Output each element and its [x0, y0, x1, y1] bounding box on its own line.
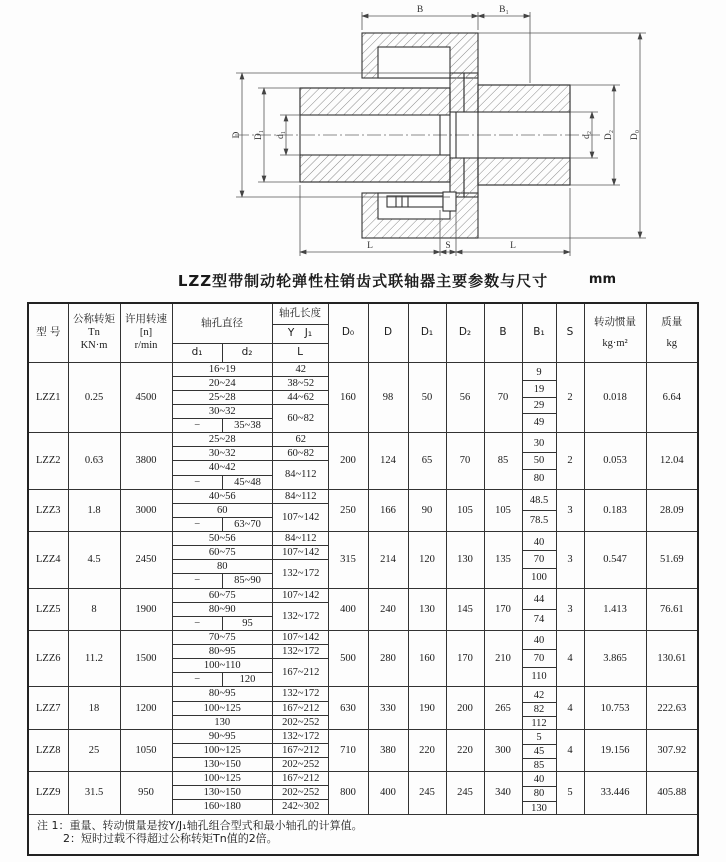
bore-length-cell: 107~142 — [273, 589, 329, 603]
speed-cell: 1500 — [120, 630, 172, 687]
d0-cell: 800 — [328, 772, 368, 814]
bore-grid-cell — [172, 489, 328, 531]
title-row — [0, 270, 726, 296]
b1-value: 74 — [523, 609, 556, 629]
bore-diameter-cell: 30~32 — [173, 404, 273, 418]
col-header-l: L — [272, 343, 328, 362]
bore-diameter-cell: 80~95 — [173, 687, 273, 701]
b1-value: 50 — [523, 452, 556, 470]
b1-value: 82 — [523, 702, 556, 716]
b1-stack-cell — [522, 532, 556, 589]
b1-value: 5 — [536, 731, 542, 743]
bore-length-cell: 167~212 — [273, 772, 329, 786]
bore-length-cell: 38~52 — [273, 376, 329, 390]
bore-diameter-cell: 100~125 — [173, 743, 273, 757]
speed-cell: 1900 — [120, 588, 172, 630]
b1-stack-cell — [522, 772, 556, 814]
b1-value: 44 — [533, 593, 545, 605]
bore-d2-cell: 120 — [223, 673, 273, 687]
table-row — [28, 532, 698, 589]
bore-grid-cell — [172, 687, 328, 729]
bore-length-cell: 60~82 — [287, 412, 315, 424]
b1-stack-cell — [522, 433, 556, 490]
s-cell: 4 — [556, 729, 584, 771]
col-header-yj1: Y J₁ — [272, 324, 328, 343]
b1-value: 112 — [523, 716, 556, 730]
table-row — [28, 489, 698, 531]
bore-diameter-cell: 60~75 — [173, 589, 273, 603]
d-cell: 400 — [368, 772, 408, 814]
d0-cell: 710 — [328, 729, 368, 771]
bore-d1-cell: − — [173, 517, 223, 531]
model-cell: LZZ5 — [28, 588, 68, 630]
inertia-cell: 19.156 — [584, 729, 646, 771]
bore-grid-cell — [172, 772, 328, 814]
col-header-d: D — [368, 303, 408, 362]
speed-cell: 2450 — [120, 532, 172, 589]
mass-cell: 51.69 — [646, 532, 698, 589]
d2-cell: 245 — [446, 772, 484, 814]
bore-d1-cell: − — [173, 616, 223, 630]
torque-cell: 18 — [68, 687, 120, 729]
bore-d1-cell: − — [173, 574, 223, 588]
table-row — [28, 433, 698, 490]
bore-length-cell: 132~172 — [273, 730, 329, 744]
b1-value: 49 — [523, 413, 556, 430]
d1-cell: 90 — [408, 489, 446, 531]
b1-value: 100 — [523, 568, 556, 586]
col-header-inertia — [584, 303, 646, 362]
b-cell: 170 — [484, 588, 522, 630]
torque-cell: 4.5 — [68, 532, 120, 589]
speed-cell: 1200 — [120, 687, 172, 729]
col-header-bore-diameter: 轴孔直径 — [172, 303, 272, 343]
d1-cell: 50 — [408, 362, 446, 433]
b-cell: 85 — [484, 433, 522, 490]
notes-cell — [28, 814, 698, 855]
bore-length-cell: 84~112 — [284, 469, 317, 481]
col-header-torque — [68, 303, 120, 362]
col-header-speed — [120, 303, 172, 362]
d-cell: 214 — [368, 532, 408, 589]
bore-d2-cell: 85~90 — [223, 574, 273, 588]
mass-cell: 307.92 — [646, 729, 698, 771]
dim-label-d: D — [232, 131, 242, 139]
bore-diameter-cell: 40~56 — [173, 490, 273, 504]
col-header-model: 型 号 — [28, 303, 68, 362]
speed-cell: 3800 — [120, 433, 172, 490]
bore-length-cell: 242~302 — [282, 801, 320, 813]
bore-length-cell: 167~212 — [273, 701, 329, 715]
bore-length-cell: 107~142 — [273, 631, 329, 645]
d2-cell: 105 — [446, 489, 484, 531]
dim-label-l-left: L — [367, 241, 373, 251]
bore-diameter-cell: 30~32 — [173, 447, 273, 461]
inertia-cell: 0.018 — [584, 362, 646, 433]
b-cell: 105 — [484, 489, 522, 531]
s-cell: 3 — [556, 532, 584, 589]
d1-cell: 220 — [408, 729, 446, 771]
bore-grid-cell — [172, 362, 328, 433]
page-title: LZZ型带制动轮弹性柱销齿式联轴器主要参数与尺寸 — [177, 272, 549, 290]
col-header-s: S — [556, 303, 584, 362]
dim-label-d1-outer: D₁ — [254, 129, 264, 141]
s-cell: 3 — [556, 588, 584, 630]
b1-stack-cell — [522, 362, 556, 433]
inertia-cell: 0.183 — [584, 489, 646, 531]
d1-cell: 120 — [408, 532, 446, 589]
bore-diameter-cell: 80~95 — [173, 645, 273, 659]
torque-cell: 0.25 — [68, 362, 120, 433]
d-cell: 330 — [368, 687, 408, 729]
b1-value: 80 — [523, 786, 556, 800]
speed-header-line1: 许用转速 — [125, 313, 167, 326]
d1-cell: 190 — [408, 687, 446, 729]
col-header-b1: B₁ — [522, 303, 556, 362]
bore-length-cell: 132~172 — [282, 568, 320, 580]
b1-value: 80 — [523, 469, 556, 487]
bore-length-cell: 132~172 — [282, 610, 320, 622]
mass-cell: 28.09 — [646, 489, 698, 531]
d-cell: 166 — [368, 489, 408, 531]
bore-diameter-cell: 60~75 — [173, 546, 273, 560]
torque-cell: 25 — [68, 729, 120, 771]
bore-d1-cell: − — [173, 419, 223, 433]
inertia-cell: 0.053 — [584, 433, 646, 490]
inertia-cell: 3.865 — [584, 630, 646, 687]
b1-stack-cell — [522, 630, 556, 687]
notes-row — [28, 814, 698, 855]
model-cell: LZZ6 — [28, 630, 68, 687]
bore-d2-cell: 95 — [223, 616, 273, 630]
table-row — [28, 729, 698, 771]
dim-label-d0: D₀ — [630, 129, 640, 141]
col-header-d0: D₀ — [328, 303, 368, 362]
bore-grid-cell — [172, 630, 328, 687]
b1-value: 40 — [533, 635, 545, 647]
d-cell: 240 — [368, 588, 408, 630]
inertia-cell: 10.753 — [584, 687, 646, 729]
table-row — [28, 687, 698, 729]
model-cell: LZZ3 — [28, 489, 68, 531]
dim-label-b1: B₁ — [499, 5, 509, 15]
b1-value: 78.5 — [523, 510, 556, 530]
b-cell: 300 — [484, 729, 522, 771]
table-row — [28, 362, 698, 433]
col-header-d1-bore: d₁ — [172, 343, 222, 362]
bore-diameter-cell: 100~125 — [173, 772, 273, 786]
mass-header-line2: kg — [666, 337, 677, 349]
b-cell: 210 — [484, 630, 522, 687]
note-line-1: 注 1：重量、转动惯量是按Y/J₁轴孔组合型式和最小轴孔的计算值。 — [37, 818, 363, 832]
bore-length-cell: 107~142 — [282, 511, 320, 523]
dim-label-b: B — [416, 5, 424, 15]
bore-diameter-cell: 130 — [173, 715, 273, 729]
dim-label-d2-bore: d₂ — [582, 130, 592, 140]
b-cell: 340 — [484, 772, 522, 814]
s-cell: 5 — [556, 772, 584, 814]
bore-d1-cell: − — [173, 475, 223, 489]
mass-cell: 76.61 — [646, 588, 698, 630]
bore-diameter-cell: 40~42 — [173, 461, 273, 475]
d0-cell: 200 — [328, 433, 368, 490]
model-cell: LZZ9 — [28, 772, 68, 814]
b1-value: 85 — [523, 758, 556, 772]
bore-length-cell: 84~112 — [273, 532, 329, 546]
d2-cell: 130 — [446, 532, 484, 589]
torque-header-line1: 公称转矩 — [73, 313, 115, 326]
d2-cell: 70 — [446, 433, 484, 490]
bore-diameter-cell: 100~125 — [173, 701, 273, 715]
bore-d2-cell: 63~70 — [223, 517, 273, 531]
table-row — [28, 630, 698, 687]
inertia-header-line1: 转动惯量 — [594, 315, 636, 328]
bore-diameter-cell: 25~28 — [173, 390, 273, 404]
table-row — [28, 588, 698, 630]
bore-diameter-cell: 100~110 — [173, 659, 273, 673]
d1-cell: 245 — [408, 772, 446, 814]
torque-header-line3: KN·m — [80, 340, 108, 352]
s-cell: 2 — [556, 362, 584, 433]
mass-cell: 12.04 — [646, 433, 698, 490]
b1-value: 45 — [523, 744, 556, 758]
d0-cell: 160 — [328, 362, 368, 433]
bore-diameter-cell: 16~19 — [173, 363, 273, 377]
b1-stack-cell — [522, 489, 556, 531]
bore-d2-cell: 35~38 — [223, 419, 273, 433]
mass-cell: 130.61 — [646, 630, 698, 687]
col-header-d2-bore: d₂ — [222, 343, 272, 362]
torque-cell: 0.63 — [68, 433, 120, 490]
mass-cell: 6.64 — [646, 362, 698, 433]
mass-cell: 405.88 — [646, 772, 698, 814]
torque-cell: 11.2 — [68, 630, 120, 687]
d0-cell: 400 — [328, 588, 368, 630]
bore-length-cell: 202~252 — [282, 716, 320, 728]
torque-cell: 1.8 — [68, 489, 120, 531]
bore-d1-cell: − — [173, 673, 223, 687]
dim-label-l-right: L — [510, 241, 516, 251]
mass-cell: 222.63 — [646, 687, 698, 729]
b1-value: 40 — [533, 774, 545, 786]
bore-grid-cell — [172, 532, 328, 589]
d2-cell: 56 — [446, 362, 484, 433]
d0-cell: 315 — [328, 532, 368, 589]
speed-cell: 3000 — [120, 489, 172, 531]
dim-label-d1-bore: d₁ — [276, 130, 286, 140]
s-cell: 3 — [556, 489, 584, 531]
bore-diameter-cell: 25~28 — [173, 433, 273, 447]
bore-grid-cell — [172, 729, 328, 771]
b1-value: 19 — [523, 380, 556, 397]
bore-length-cell: 132~172 — [273, 687, 329, 701]
d-cell: 124 — [368, 433, 408, 490]
parameter-table — [27, 302, 699, 856]
model-cell: LZZ8 — [28, 729, 68, 771]
d-cell: 280 — [368, 630, 408, 687]
b1-value: 29 — [523, 397, 556, 414]
b1-stack-cell — [522, 729, 556, 771]
d1-cell: 160 — [408, 630, 446, 687]
d1-cell: 65 — [408, 433, 446, 490]
bore-length-cell: 62 — [273, 433, 329, 447]
speed-cell: 950 — [120, 772, 172, 814]
b-cell: 265 — [484, 687, 522, 729]
bore-length-cell: 167~212 — [273, 743, 329, 757]
model-cell: LZZ2 — [28, 433, 68, 490]
speed-header-line2: [n] — [139, 327, 153, 339]
d2-cell: 220 — [446, 729, 484, 771]
speed-cell: 4500 — [120, 362, 172, 433]
inertia-header-line2: kg·m² — [602, 337, 628, 349]
mass-header-line1: 质量 — [661, 315, 683, 328]
col-header-bore-length: 轴孔长度 — [272, 303, 328, 324]
torque-cell: 8 — [68, 588, 120, 630]
coupling-body — [235, 33, 600, 238]
b1-value: 42 — [533, 689, 545, 701]
model-cell: LZZ4 — [28, 532, 68, 589]
bore-grid-cell — [172, 433, 328, 490]
b1-value: 130 — [523, 801, 556, 815]
col-header-d2-outer: D₂ — [446, 303, 484, 362]
d2-cell: 170 — [446, 630, 484, 687]
bore-length-cell: 44~62 — [273, 390, 329, 404]
b-cell: 135 — [484, 532, 522, 589]
bore-length-cell: 132~172 — [273, 645, 329, 659]
coupling-section-drawing — [0, 0, 726, 268]
col-header-b: B — [484, 303, 522, 362]
unit-label: mm — [588, 272, 616, 287]
bore-grid-cell — [172, 588, 328, 630]
d0-cell: 630 — [328, 687, 368, 729]
speed-cell: 1050 — [120, 729, 172, 771]
d2-cell: 200 — [446, 687, 484, 729]
inertia-cell: 33.446 — [584, 772, 646, 814]
bore-diameter-cell: 80 — [173, 560, 273, 574]
s-cell: 4 — [556, 630, 584, 687]
d1-cell: 130 — [408, 588, 446, 630]
bore-length-cell: 60~82 — [273, 447, 329, 461]
model-cell: LZZ7 — [28, 687, 68, 729]
d0-cell: 500 — [328, 630, 368, 687]
bore-diameter-cell: 130~150 — [173, 786, 273, 800]
bore-length-cell: 107~142 — [273, 546, 329, 560]
s-cell: 4 — [556, 687, 584, 729]
col-header-mass — [646, 303, 698, 362]
b1-value: 70 — [523, 550, 556, 568]
speed-header-line3: r/min — [134, 340, 158, 352]
bore-length-cell: 42 — [273, 363, 329, 377]
b-cell: 70 — [484, 362, 522, 433]
b1-value: 40 — [533, 536, 545, 548]
bore-length-cell: 167~212 — [282, 667, 320, 679]
model-cell: LZZ1 — [28, 362, 68, 433]
bore-diameter-cell: 130~150 — [173, 758, 273, 772]
bore-length-cell: 202~252 — [273, 786, 329, 800]
inertia-cell: 1.413 — [584, 588, 646, 630]
s-cell: 2 — [556, 433, 584, 490]
bore-diameter-cell: 80~90 — [173, 602, 273, 616]
dim-label-d2-outer: D₂ — [604, 129, 614, 141]
inertia-cell: 0.547 — [584, 532, 646, 589]
col-header-d1-outer: D₁ — [408, 303, 446, 362]
b1-value: 110 — [523, 667, 556, 685]
d-cell: 380 — [368, 729, 408, 771]
b1-value: 70 — [523, 649, 556, 667]
table-row — [28, 772, 698, 814]
torque-header-line2: Tn — [88, 327, 100, 339]
bore-d2-cell: 45~48 — [223, 475, 273, 489]
b1-value: 9 — [536, 367, 542, 378]
note-line-2: 2：短时过载不得超过公称转矩Tn值的2倍。 — [63, 832, 278, 846]
bore-diameter-cell: 20~24 — [173, 376, 273, 390]
bore-length-cell: 202~252 — [282, 759, 320, 770]
bore-length-cell: 84~112 — [273, 490, 329, 504]
torque-cell: 31.5 — [68, 772, 120, 814]
d0-cell: 250 — [328, 489, 368, 531]
b1-value: 30 — [533, 437, 545, 449]
b1-stack-cell — [522, 687, 556, 729]
d-cell: 98 — [368, 362, 408, 433]
b1-value: 48.5 — [529, 494, 549, 506]
bore-diameter-cell: 50~56 — [173, 532, 273, 546]
d2-cell: 145 — [446, 588, 484, 630]
bore-diameter-cell: 160~180 — [173, 800, 273, 814]
bore-diameter-cell: 70~75 — [173, 631, 273, 645]
b1-stack-cell — [522, 588, 556, 630]
bore-diameter-cell: 60 — [173, 503, 273, 517]
bore-diameter-cell: 90~95 — [173, 730, 273, 744]
dim-label-s: S — [445, 241, 451, 251]
